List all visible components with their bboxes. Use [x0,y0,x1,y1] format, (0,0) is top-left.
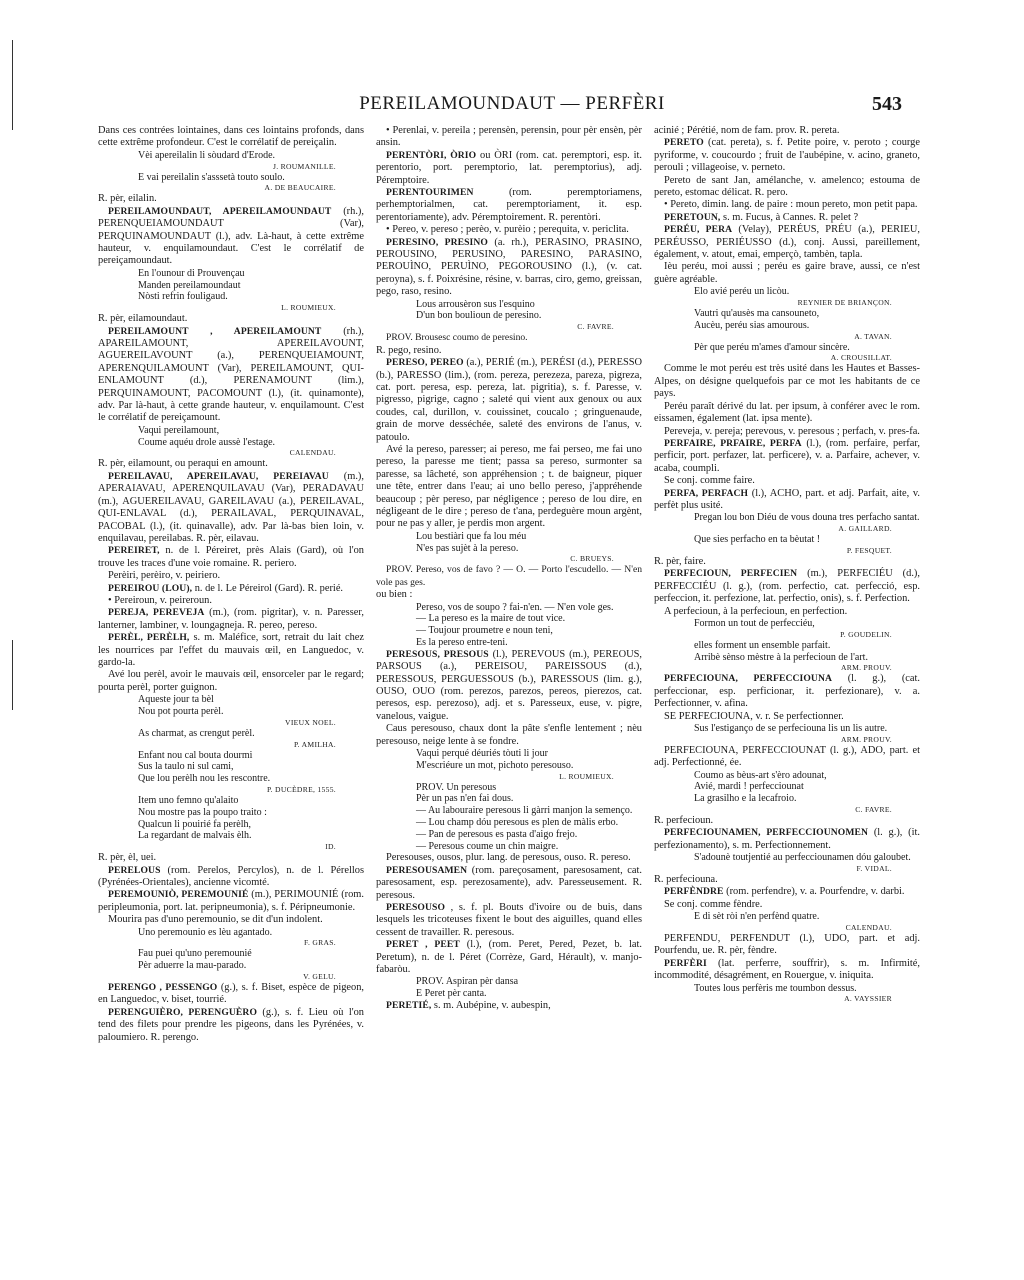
entry-text: Se conj. comme faire. [664,475,755,487]
quotation [98,795,364,842]
quotation-line: Uno peremounio es lèu agantado. [138,926,273,938]
quotation [98,927,364,939]
entry-text: Dans ces contrées lointaines, dans ces lointains profonds, dans cette extrême profondeur. C'est le corrélatif de pereiçalin. [98,125,364,149]
page-number: 543 [872,93,902,115]
quotation [654,342,920,354]
quotation-attribution: VIEUX NOEL. [285,717,336,727]
headword: PERENTÒRI, ÒRIO [386,149,477,161]
headword: PERETO [664,137,704,149]
entry-text: (m.), (rom. pigritar), v. n. Paresser, lanterner, lambiner, v. loungagneja. R. pereo, pereso. [98,607,364,631]
quotation-line: — Pan de peresous es pasta d'aigo frejo. [416,828,578,840]
quotation [98,425,364,449]
entry-paragraph [654,568,920,605]
quotation-line: — Au labouraire peresous li gàrri manjon la semenço. [416,805,633,817]
entry-text: • Pereiroun, v. peireroun. [108,594,212,606]
headword: PERET , PEET [386,939,460,951]
quotation-line: — Peresous coume un chin maigre. [416,840,559,852]
entry-paragraph [376,564,642,589]
entry-paragraph [376,150,642,187]
running-header-title: PEREILAMOUNDAUT — PERFÈRI [359,93,665,114]
quotation [654,723,920,735]
entry-paragraph [654,933,920,958]
entry-text: R. perfeciouna. [654,874,718,885]
quotation [654,286,920,298]
quotation [376,531,642,555]
entry-text: Comme le mot peréu est très usité dans les Hautes et Basses-Alpes, on désigne quelquefois par ce mot les habitants de ce pays. [654,363,920,400]
quotation-attribution: C. FAVRE. [855,804,892,814]
quotation-attribution: C. BRUEYS. [570,554,614,564]
quotation-attribution: A. VAYSSIER [844,994,892,1004]
entry-text: • Pereo, v. pereso ; perèo, v. purèio ; perequita, v. periclita. [386,224,629,236]
quotation-attribution: CALENDAU. [289,448,336,458]
quotation-line: Vaqui pereilamount, [138,424,220,436]
entry-paragraph [376,237,642,299]
quotation-attribution: P. AMILHA. [293,739,336,749]
quotation-attribution: F. GRAS. [304,938,336,948]
quotation-attribution: F. VIDAL. [856,864,892,873]
entry-text: Avé lou perèl, avoir le mauvais œil, ensorceler par le regard; pourta perèl, porter guignon. [98,669,364,693]
entry-paragraph [98,545,364,570]
entry-text: R. pèr, eilamount, ou peraqui en amount. [98,458,268,470]
entry-paragraph [654,606,920,618]
entry-paragraph [98,570,364,582]
quotation [98,268,364,303]
entry-paragraph [654,475,920,487]
quotation [654,983,920,995]
entry-text: ou ÒRI (rom. cat. peremptori, esp. it. perentorio, port. peremptorio, lat. peremptorius), adj. Péremptoire. [376,149,642,186]
left-margin-line [12,640,13,710]
quotation-line: E vai pereilalin s'asssetà touto soulo. [138,171,285,183]
entry-paragraph [98,914,364,926]
entry-paragraph [654,224,920,261]
column-middle [376,125,642,1265]
entry-paragraph [654,438,920,475]
quotation-attribution: A. GAILLARD. [838,524,892,534]
entry-text: (l.), (rom. Peret, Pered, Pezet, b. lat. Peretum), n. de l. Péret (Corrèze, Gard, Hérault), v. manjo-fabaròu. [376,939,642,976]
quotation-line: Nou pot pourta perèl. [138,706,224,717]
entry-text: (g.), s. f. Lieu où l'on tend des filets pour prendre les pigeons, dans les Pyrénées, v. paloumiero. R. perengo. [98,1006,364,1043]
quotation-line: elles forment un ensemble parfait. [694,639,831,651]
entry-paragraph [654,125,920,137]
entry-text: Caus peresouso, chaux dont la pâte s'enfle lentement ; nèu peresouso, neige lente à se fondre. [376,723,642,747]
entry-paragraph [654,899,920,911]
entry-paragraph [654,261,920,286]
quotation [376,976,642,1000]
entry-text: R. pèr, faire. [654,555,706,567]
entry-text: PROV. Brousesc coumo de peresino. [386,332,528,344]
quotation-attribution: L. ROUMIEUX. [281,303,336,313]
headword: PERFAIRE, PRFAIRE, PERFA [664,437,802,449]
quotation-line: — Toujour proumetre e noun teni, [416,625,553,637]
quotation-line: Aqueste jour ta bèl [138,694,214,706]
quotation-attribution: V. GELU. [303,972,336,981]
entry-paragraph [376,332,642,344]
entry-paragraph [376,224,642,236]
entry-paragraph [654,199,920,211]
quotation-attribution: P. GOUDELIN. [840,629,892,639]
headword: PEREJA, PEREVEJA [108,607,205,619]
entry-text: Ièu peréu, moi aussi ; peréu es gaire brave, aussi, ce n'est guère agréable. [654,261,920,285]
headword: PERESOUS, PRESOUS [386,648,489,660]
column-left [98,125,364,1265]
headword: PERFÈNDRE [664,886,724,898]
quotation [654,512,920,524]
quotation-attribution: P. DUCÈDRE, 1555. [266,784,336,794]
quotation-line: E di sèt ròi n'en perfènd quatre. [694,911,820,923]
quotation-line: Lou bestiàri que fa lou méu [416,530,527,542]
entry-text: (rom. peremptoriamens, perhemptorialmen, cat. peremptoriament, it. esp. perentoriamente), adv. Péremptoirement. R. perentòri. [376,187,642,223]
quotation-attribution: ARM. PROUV. [840,663,892,673]
column-right [654,125,920,1265]
entry-paragraph [376,852,642,864]
entry-text: Peréu paraît dérivé du lat. per ipsum, à conférer avec le rom. eissamen, également (lat. ipsa mente). [654,400,920,425]
entry-paragraph [98,607,364,632]
entry-paragraph [98,852,364,864]
entry-paragraph [98,595,364,607]
entry-paragraph [98,458,364,470]
quotation-line: M'escriéure un mot, pichoto peresouso. [416,759,574,771]
entry-paragraph [98,326,364,425]
entry-paragraph [654,137,920,174]
headword: PERENTOURIMEN [386,187,474,199]
headword: PERESOUSO [386,902,446,914]
quotation [654,852,920,864]
entry-paragraph [98,313,364,325]
entry-text: R. pego, resino. [376,344,442,356]
entry-paragraph [98,982,364,1007]
entry-paragraph [376,939,642,976]
entry-paragraph [376,357,642,444]
entry-text: (l.), ACHO, part. et adj. Parfait, aite, v. perfèt plus usité. [654,487,920,511]
quotation-line: Lous arrousèron sus l'esquino [416,298,535,310]
entry-text: (l. g.), (it. perfezionamento), s. m. Perfectionnement. [654,827,920,851]
entry-paragraph [376,865,642,902]
headword: PERESOUSAMEN [386,864,468,876]
quotation-attribution: ID. [325,842,336,852]
quotation-line: Pèr que peréu m'ames d'amour sincère. [694,341,850,353]
headword: PEREILAVAU, APEREILAVAU, PEREIAVAU [108,470,329,482]
entry-text: Avé la pereso, paresser; ai pereso, me fai perseo, me fai uno pereso, la paresse me tient; passa sa pereso, surmonter sa paresse, sa lâcheté, son appréhension ; t. de baigneur, piquer une tête, entrer dans l'eau; ai uno bello pereso, j'appréhende beaucoup ; pèr pereso, par négligence ; pereso de lou dire, en négligeant de le dire ; pereso de t'ana, perdeguère moun argènt, pour ne pas y aller, je perdis mon argent. [376,443,642,530]
entry-text: (rh.), APAREILAMOUNT, APEREILAVOUNT, AGUEREILAVOUNT (a.), PERENQUEIAMOUNT, APERENQUILAMOUNT (Var), PEREILAMOUNT, QUI-ENLAMOUNT (d.), PERENAMOUNT (lim.), PERQUINAMOUNT, PACOMOUNT (l.), (it. quinamonte), adv. Par là-haut, à cette grande hauteur, v. enquilamount. C'est le corrélatif de pereiçamount. [98,325,364,424]
headword: PERENGUIÈRO, PERENGUÈRO [108,1006,258,1018]
quotation-attribution: J. ROUMANILLE. [272,161,336,171]
left-margin-line [12,40,13,130]
quotation-line: As charmat, as crengut perèl. [138,727,255,739]
quotation-line: Fau puei qu'uno peremounié [138,948,252,960]
entry-text: (m.), PERIMOUNIÉ (rom. peripleumonia, port. lat. peripneumonia), s. f. Péripneumonie. [98,889,364,913]
entry-text: Peresouses, ousos, plur. lang. de peresous, ouso. R. pereso. [386,852,631,864]
entry-paragraph [376,345,642,357]
quotation [98,694,364,718]
quotation-line: Pregan lou bon Diéu de vous douna tres perfacho santat. [694,512,920,524]
entry-text: (g.), s. f. Biset, espèce de pigeon, en Languedoc, v. biset, tourrié. [98,982,364,1006]
entry-text: acinié ; Pérétié, nom de fam. prov. R. pereta. [654,125,840,136]
entry-text: (m.), APERAIAVAU, APERENQUILAVAU (Var), PERADAVAU (m.), AGUEREILAVAU, GAREILAVAU (a.), PEREILAVAL, QUI-ENLAVAL (d.), PERAILAVAL, PERQUINAVAL, PACOBAL (l.), (it. quinavalle), adv. Par là-bas bien loin, v. enquilavau, pereilabas. R. pèr, eilavau. [98,470,364,544]
entry-text: Perèiri, perèiro, v. peiriero. [108,570,221,582]
entry-paragraph [654,401,920,426]
quotation [654,770,920,805]
entry-paragraph [654,886,920,898]
entry-paragraph [654,815,920,827]
quotation [654,618,920,630]
quotation [98,948,364,972]
entry-text: (rom. pareçosament, paresosament, cat. paresosament, esp. perezosamente), adv. Paresseusement. R. peresous. [376,864,642,901]
entry-text: PERFENDU, PERFENDUT (l.), UDO, part. et adj. Pourfendu, ue. R. pèr, fèndre. [654,933,920,957]
entry-text: s. m. Aubépine, v. aubespin, [431,1000,551,1012]
entry-text: Pereveja, v. pereja; perevous, v. peresous ; perfach, v. pres-fa. [664,425,920,437]
entry-paragraph [98,1007,364,1044]
entry-paragraph [376,723,642,748]
quotation-attribution: L. ROUMIEUX. [559,771,614,781]
entry-text: ou bien : [376,589,413,601]
entry-paragraph [98,471,364,545]
headword: PEREMOUNIÒ, PEREMOUNIÉ [108,889,249,901]
entry-text: n. de l. Le Péreirol (Gard). R. perié. [192,582,344,594]
entry-text: (a. rh.), PERASINO, PRASINO, PEROUSINO, PERUSINO, PARESINO, PARASINO, PEROUÌNO, PERUÌNO, PEGOROUSINO (l.), (v. cat. peroyna), s. f. Poixrésine, résine, v. barras, ciro, gemo, greissan, pego, raso, resino. [376,236,642,298]
entry-text: SE PERFECIOUNA, v. r. Se perfectionner. [664,710,844,722]
quotation-line: Elo avié peréu un licòu. [694,286,790,298]
entry-paragraph [98,669,364,694]
entry-text: Pereto de sant Jan, amélanche, v. amelenco; estouma de pereto, estomac délicat. R. pero. [654,174,920,199]
entry-text: Mourira pas d'uno peremounio, se dit d'un indolent. [108,914,323,926]
headword: PERFECIOUNAMEN, PERFECCIOUNOMEN [664,827,869,839]
quotation-line: Vèi apereilalin li sòudard d'Erode. [138,149,276,161]
quotation [654,308,920,332]
quotation [654,911,920,923]
entry-paragraph [376,902,642,939]
quotation [98,728,364,740]
quotation-attribution: P. FESQUET. [846,545,892,555]
quotation-line: Vautri qu'ausès ma cansouneto, [694,308,820,320]
entry-paragraph [376,125,642,150]
entry-text: (l.), (rom. perfaire, perfar, perficir, port. perfazer, lat. perficere), v. a. Parfaire, achever, v. acaba, coumpli. [654,437,920,474]
headword: PERFECIOUN, PERFECIEN [664,568,798,580]
entry-text: (l.), PEREVOUS (m.), PEREOUS, PARSOUS (a.), PEREISOU, PAREISSOUS (d.), PERESSOUS, PERGUESSOUS (b.), PARESSOUS (lim. g.), OUSO, OUO (rom. perezos, parezos, pereos, pierezos, cat. peresos, esp. perezoso), adj. et s. Paresseux, euse, v. pigre, vanelous, vaigue. [376,648,642,722]
quotation-line: D'un bon boulioun de peresino. [416,310,542,322]
quotation-line: Coumo as bèus-art s'èro adounat, [694,769,827,781]
entry-text: A perfecioun, à la perfecioun, en perfection. [664,605,848,617]
quotation-line: Es la pereso entre-teni. [416,636,508,648]
entry-text: (rom. Perelos, Percylos), n. de l. Pérellos (Pyrénées-Orientales), ancienne vicomté. [98,864,364,888]
entry-text: (lat. perferre, souffrir), s. m. Infirmité, incommodité, désagrément, en Rouergue, v. iniquita. [654,957,920,982]
entry-paragraph [98,193,364,205]
headword: PEREIRET, [108,545,160,557]
entry-paragraph [98,583,364,595]
quotation-attribution: REYNIER DE BRIANÇON. [797,298,892,308]
quotation [98,172,364,184]
entry-text: (m.), PERFECIÉU (d.), PERFECCIÉU (l. g.), (rom. perfectio, cat. perfecció, esp. perfeccion, it. perfezione, lat. perfectio, onis), s. f. Perfection. [654,568,920,605]
quotation-line: N'es pas sujèt à la pereso. [416,542,519,554]
entry-paragraph [98,125,364,150]
headword: PERENGO , PESSENGO [108,982,218,993]
quotation-attribution: ARM. PROUV. [840,734,892,744]
quotation-line: Pereso, vos de soupo ? fai-n'en. — N'en vole ges. [416,601,614,613]
quotation [376,299,642,323]
quotation [376,602,642,649]
headword: PERELOUS [108,864,161,876]
entry-paragraph [654,426,920,438]
entry-text: (Velay), PERÉUS, PRÉU (a.), PERIEU, PERÉUSSO, PERIÉUSSO (d.), conj. Aussi, pareillement, également, v. atout, emai, emperçò, tambèn, tapla. [654,224,920,261]
entry-paragraph [654,827,920,852]
quotation-line: Vaqui perqué déuriés tòuti li jour [416,748,548,760]
quotation-line: Formon un tout de perfecciéu, [694,617,815,629]
quotation-line: Toutes lous perfèris me toumbon dessus. [694,982,857,994]
quotation-line: En l'ounour di Prouvençau [138,267,245,279]
quotation-line: Aucèu, peréu sias amourous. [694,319,810,331]
entry-paragraph [376,649,642,723]
entry-text: (rom. perfendre), v. a. Pourfendre, v. darbi. [723,886,905,898]
entry-text: R. pèr, eilalin. [98,193,157,205]
quotation-line: PROV. Un peresous [416,781,497,793]
headword: PERESO, PEREO [386,357,464,369]
quotation-line: Pèr un pas n'en fai dous. [416,793,514,805]
quotation-line: Item uno femno qu'alaito [138,794,239,806]
quotation-line: Sus la taulo ni sul cami, [138,761,234,773]
entry-paragraph [98,889,364,914]
entry-paragraph [654,175,920,200]
quotation-attribution: A. DE BEAUCAIRE. [264,183,336,193]
entry-paragraph [654,212,920,224]
entry-paragraph [654,488,920,513]
entry-text: s. m. Fucus, à Cannes. R. pelet ? [720,211,859,223]
quotation-attribution: C. FAVRE. [577,322,614,332]
entry-text: s. m. Maléfice, sort, retrait du lait chez les nourrices par l'effet du mauvais œil, en Languedoc, v. gardo-la. [98,632,364,668]
entry-paragraph [654,711,920,723]
quotation-line: Sus l'estiganço de se perfeciouna lis un lis autre. [694,722,888,734]
entry-text: , s. f. pl. Bouts d'ivoire ou de buis, dans lesquels les tricoteuses fixent le bout des aiguilles, quand elles cessent de travailler. R. peresous. [376,902,642,938]
headword: PERESINO, PRESINO [386,236,488,248]
entry-text: PROV. Pereso, vos de favo ? — O. — Porto l'escudello. — N'en vole pas ges. [376,564,642,588]
quotation-line: Nou mostre pas la poupo traito : [138,806,267,818]
headword: PEREILAMOUNDAUT, APEREILAMOUNDAUT [108,205,332,217]
headword: PERETOUN, [664,211,721,223]
headword: PERFÈRI [664,957,707,969]
headword: PERFECIOUNA, PERFECCIOUNA [664,673,833,685]
entry-text: • Perenlai, v. pereila ; perensèn, perensin, pour pèr ensèn, pèr ansin. [376,125,642,149]
quotation-line: Que lou perèlh nou les rescontre. [138,773,271,785]
entry-paragraph [654,673,920,710]
entry-text: (a.), PERIÉ (m.), PERÉSI (d.), PERESSO (b.), PARESSO (lim.), (rom. pereza, perezeza, pareza, pigreza, cat. port. peresa, esp. pereza, lat. pigritia), s. f. Paresse, v. pigresso, pigrige, cagno ; saleté qui vient aux genoux ou aux coudes, cal, durillon, v. couissinet, coucalo ; gringuenaude, grain de morve desséchée, saleté des environs de l'anus, v. patoulo. [376,357,642,443]
headword: PERÈL, PERÈLH, [108,632,190,644]
quotation [98,750,364,785]
quotation-line: — Lou champ dóu peresous es plen de màlis erbo. [416,817,619,829]
entry-text: R. perfecioun. [654,814,714,826]
quotation-line: Qualcun li pouirié fa perèlh, [138,818,252,830]
quotation-line: La regardant de malvais èlh. [138,830,252,842]
entry-text: (rh.), PERENQUEIAMOUNDAUT (Var), PERQUINAMOUNDAUT (l.), adv. Là-haut, à cette extrême hauteur, v. enquilamoundaut. C'est le corrélatif de pereiçamoundaut. [98,205,364,267]
quotation-line: S'adounè toutjentié au perfecciounamen dóu galoubet. [694,852,911,864]
headword: PERÉU, PERA [664,224,733,236]
entry-paragraph [98,206,364,268]
quotation-attribution: A. CROUSILLAT. [830,353,892,363]
quotation-line: Que sies perfacho en ta bèutat ! [694,534,821,546]
entry-text: Se conj. comme fèndre. [664,898,763,910]
quotation-line: — La pereso es la maire de tout vice. [416,613,566,625]
quotation [98,150,364,162]
quotation-line: La grasilho e la lecafroio. [694,793,797,805]
quotation-line: Arribè sènso mèstre à la perfecioun de l'art. [694,651,868,663]
entry-paragraph [376,1000,642,1012]
quotation [654,534,920,546]
quotation [376,782,642,853]
quotation-line: Avié, mardi ! perfecciounat [694,781,804,793]
entry-paragraph [376,589,642,601]
quotation-line: E Peret pèr canta. [416,988,487,1000]
quotation-line: Pèr aduerre la mau-parado. [138,960,247,972]
quotation [376,748,642,772]
entry-paragraph [654,556,920,568]
entry-text: R. pèr, èl, uei. [98,852,157,864]
quotation-line: PROV. Aspiran pèr dansa [416,976,519,988]
entry-paragraph [654,745,920,770]
quotation-line: Manden pereilamoundaut [138,279,241,291]
quotation-attribution: A. TAVAN. [854,331,892,341]
entry-text: (cat. pereta), s. f. Petite poire, v. peroto ; courge pyriforme, v. coucourdo ; fruit de l'aubépine, v. acino, graneto, perouli ; villageoise, v. perneto. [654,137,920,174]
entry-text: n. de l. Péreiret, près Alais (Gard), où l'on trouve les traces d'une voie romaine. R. periero. [98,545,364,569]
entry-text: R. pèr, eilamoundaut. [98,313,188,325]
entry-text: PERFECIOUNA, PERFECCIOUNAT (l. g.), ADO, part. et adj. Perfectionné, ée. [654,744,920,769]
quotation-attribution: CALENDAU. [845,923,892,933]
entry-paragraph [376,444,642,531]
entry-text: • Pereto, dimin. lang. de paire : moun pereto, mon petit papa. [664,199,918,211]
quotation [654,640,920,664]
entry-text: (l. g.), (cat. perfeccionar, esp. perficionar, it. perfezionare), v. a. Perfectionner, v. afina. [654,673,920,710]
quotation-line: Enfant nou cal bouta dourmi [138,749,253,761]
entry-paragraph [654,958,920,983]
headword: PERFA, PERFACH [664,487,749,499]
entry-paragraph [98,632,364,669]
headword: PERETIÉ, [386,1000,432,1012]
headword: PEREILAMOUNT , APEREILAMOUNT [108,325,322,337]
entry-paragraph [654,363,920,400]
entry-paragraph [654,874,920,886]
quotation-line: Nòsti refrin fouligaud. [138,291,228,303]
headword: PEREIROU (LOU), [108,582,193,594]
entry-paragraph [98,865,364,890]
entry-paragraph [376,187,642,224]
quotation-line: Coume aquéu drole aussè l'estage. [138,436,276,448]
